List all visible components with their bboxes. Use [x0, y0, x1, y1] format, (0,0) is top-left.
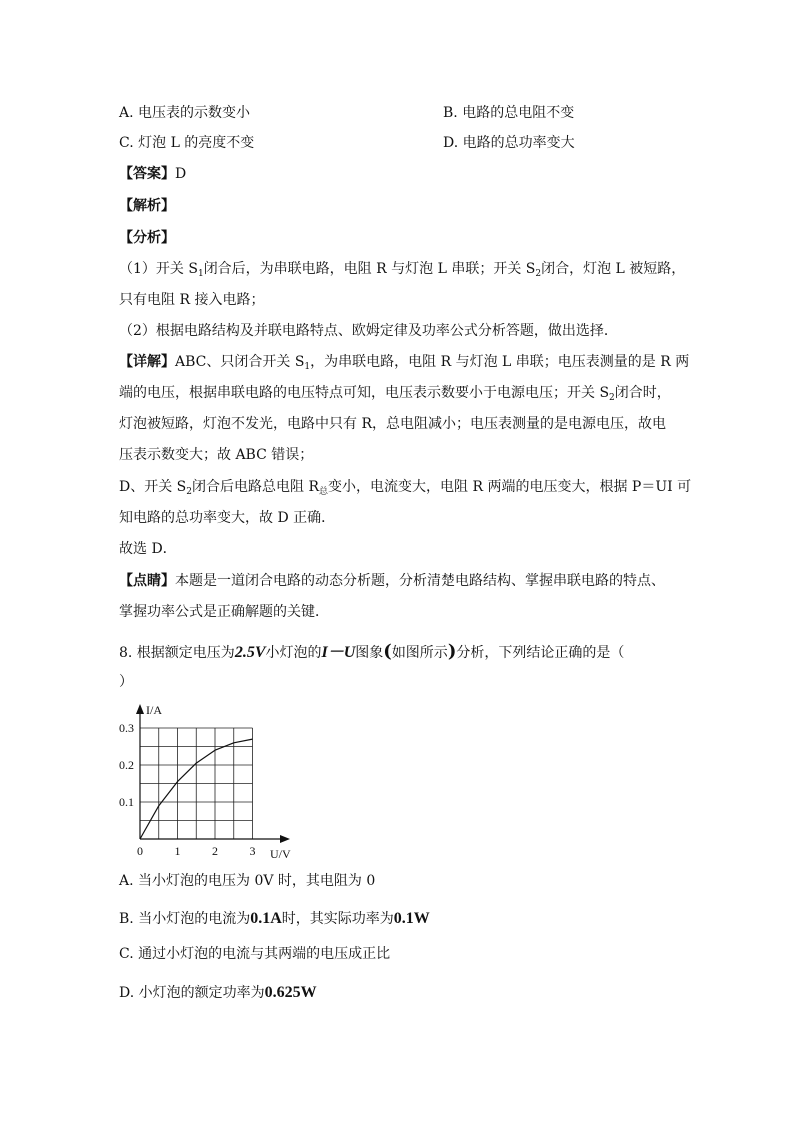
- x-tick-label: 1: [174, 844, 181, 858]
- option-8b-mid: 时，其实际功率为: [281, 911, 394, 927]
- q8-prefix: 8. 根据额定电压为: [119, 645, 235, 661]
- option-7a: A. 电压表的示数变小: [119, 105, 251, 121]
- q8-mid: 小灯泡的: [265, 645, 322, 661]
- fenxi-line-3: （2）根据电路结构及并联电路特点、欧姆定律及功率公式分析答题，做出选择．: [119, 323, 618, 339]
- q8-paren-open: (: [383, 641, 392, 662]
- question-8: [119, 642, 624, 663]
- detail-label: 【详解】: [119, 354, 175, 370]
- dianjing-line-1: [119, 571, 665, 591]
- q8-paren-close: ): [447, 641, 457, 662]
- detail-l5c: 变小，电流变大，电阻 R 两端的电压变大，根据 P＝UI 可: [328, 479, 692, 495]
- x-tick-label: 3: [249, 844, 256, 858]
- iu-chart: [115, 698, 305, 863]
- option-7d: D. 电路的总功率变大: [443, 135, 575, 151]
- option-8b: [119, 909, 430, 929]
- dianjing-line-2: 掌握功率公式是正确解题的关键．: [119, 604, 329, 620]
- detail-sub2: 2: [609, 393, 615, 403]
- detail-line-1: [119, 352, 689, 377]
- fenxi-label: 【分析】: [119, 230, 175, 246]
- y-tick-label: 0.2: [119, 758, 134, 772]
- detail-l5a: D、开关 S: [119, 479, 187, 495]
- detail-line-3: 灯泡被短路，灯泡不发光，电路中只有 R，总电阻减小；电压表测量的是电源电压，故电: [119, 416, 666, 432]
- option-8d-power: 0.625W: [264, 984, 317, 1001]
- y-axis-arrow-icon: [136, 704, 144, 714]
- detail-sub1: 1: [304, 362, 311, 372]
- fenxi-l1a: （1）开关 S: [119, 261, 198, 277]
- detail-line-4: 压表示数变大；故 ABC 错误；: [119, 447, 314, 463]
- option-7c: C. 灯泡 L 的亮度不变: [119, 135, 255, 151]
- question-8-line-2: ）: [119, 674, 133, 690]
- answer-value: D: [175, 166, 187, 182]
- y-tick-label: 0.3: [119, 721, 134, 735]
- x-axis-arrow-icon: [280, 835, 290, 843]
- fenxi-l1b: 闭合后，为串联电路，电阻 R 与灯泡 L 串联；开关 S: [203, 261, 536, 277]
- detail-l1b: ，为串联电路，电阻 R 与灯泡 L 串联；电压表测量的是 R 两: [310, 354, 690, 370]
- y-axis-label: I/A: [146, 703, 162, 717]
- answer-label: 【答案】: [119, 166, 175, 182]
- analysis-label: 【解析】: [119, 198, 175, 214]
- q8-suffix: 分析，下列结论正确的是（: [456, 645, 625, 661]
- q8-iu: I－U: [321, 644, 356, 661]
- q8-note: 如图所示: [391, 645, 448, 661]
- option-7b: B. 电路的总电阻不变: [443, 105, 575, 121]
- option-8d-pre: D. 小灯泡的额定功率为: [119, 985, 265, 1001]
- option-8a: A. 当小灯泡的电压为 0V 时，其电阻为 0: [119, 873, 376, 889]
- fenxi-line-1: [119, 259, 685, 284]
- x-tick-label: 2: [212, 844, 218, 858]
- y-tick-label: 0.1: [119, 795, 134, 809]
- option-8b-pre: B. 当小灯泡的电流为: [119, 911, 251, 927]
- detail-l1a: ABC、只闭合开关 S: [175, 354, 305, 370]
- q8-voltage: 2.5V: [234, 644, 266, 661]
- detail-l5b: 闭合后电路总电阻 R: [192, 479, 319, 495]
- option-8d: [119, 983, 317, 1003]
- option-8b-current: 0.1A: [250, 910, 282, 927]
- detail-sub3: 2: [186, 487, 192, 497]
- fenxi-sub2: 2: [535, 269, 542, 279]
- answer-line: [119, 164, 186, 184]
- option-8b-power: 0.1W: [393, 910, 430, 927]
- fenxi-l1c: 闭合，灯泡 L 被短路，: [541, 261, 686, 277]
- fenxi-sub1: 1: [197, 269, 204, 279]
- fenxi-line-2: 只有电阻 R 接入电路；: [119, 292, 265, 308]
- detail-line-5: [119, 477, 691, 502]
- detail-l2b: 闭合时，: [614, 385, 671, 401]
- detail-line-2: [119, 383, 671, 408]
- dianjing-label: 【点睛】: [119, 573, 175, 589]
- q8-mid2: 图象: [355, 645, 384, 661]
- x-axis-label: U/V: [270, 847, 291, 861]
- dianjing-l1: 本题是一道闭合电路的动态分析题，分析清楚电路结构、掌握串联电路的特点、: [175, 573, 665, 589]
- option-8c: C. 通过小灯泡的电流与其两端的电压成正比: [119, 946, 391, 962]
- detail-line-6: 知电路的总功率变大，故 D 正确．: [119, 510, 336, 526]
- detail-conclusion: 故选 D．: [119, 541, 177, 557]
- x-tick-label: 0: [137, 844, 143, 858]
- detail-sub4: 总: [319, 487, 329, 497]
- detail-l2a: 端的电压，根据串联电路的电压特点可知，电压表示数要小于电源电压；开关 S: [119, 385, 610, 401]
